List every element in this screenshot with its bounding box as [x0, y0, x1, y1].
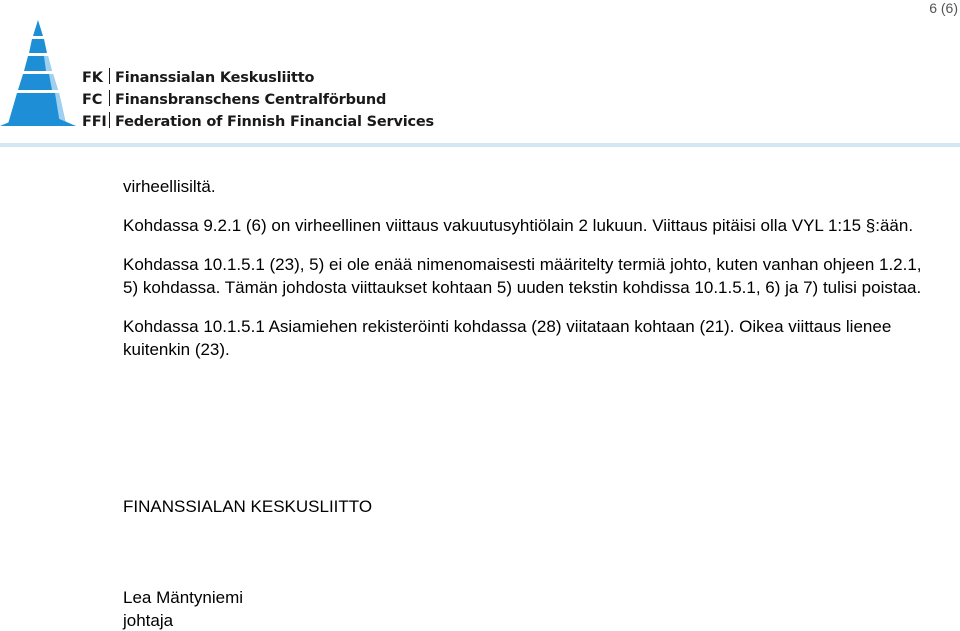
logo-abbr: FK — [82, 70, 103, 86]
logo-separator — [109, 68, 110, 84]
paragraph: Kohdassa 9.2.1 (6) on virheellinen viittaus vakuutusyhtiölain 2 lukuun. Viittaus pitäisi olla VYL 1:15 §:ään. — [123, 216, 914, 235]
header-divider — [0, 143, 960, 147]
organization-name: FINANSSIALAN KESKUSLIITTO — [123, 497, 373, 516]
logo-line-fc — [82, 88, 434, 110]
page-number: 6 (6) — [929, 0, 958, 16]
paragraph: Kohdassa 10.1.5.1 Asiamiehen rekisteröinti kohdassa (28) viitataan kohtaan (21). Oikea viittaus lienee kuitenkin (23). — [123, 317, 892, 359]
document-body — [123, 175, 933, 377]
paragraph: Kohdassa 10.1.5.1 (23), 5) ei ole enää nimenomaisesti määritelty termiä johto, kuten vanhan ohjeen 1.2.1, 5) kohdassa. Tämän johdosta viittaukset kohtaan 5) uuden tekstin kohdissa 10.1.5.1, 6) ja 7) tulisi poistaa. — [123, 255, 922, 297]
logo-abbr: FC — [82, 92, 103, 108]
paragraph: virheellisiltä. — [123, 177, 216, 196]
logo-text — [82, 66, 434, 132]
logo-line-fk — [82, 66, 434, 88]
logo-abbr: FFI — [82, 114, 107, 130]
logo-separator — [109, 112, 110, 128]
logo-name: Finansbranschens Centralförbund — [115, 92, 387, 108]
logo-line-ffi — [82, 110, 434, 132]
logo-separator — [109, 90, 110, 106]
logo-name: Federation of Finnish Financial Services — [115, 114, 434, 130]
signatory-name: Lea Mäntyniemi — [123, 588, 244, 607]
ffi-logo-icon — [0, 20, 76, 126]
signatory-title: johtaja — [123, 611, 174, 630]
logo-name: Finanssialan Keskusliitto — [115, 70, 315, 86]
signature-block — [123, 586, 243, 631]
